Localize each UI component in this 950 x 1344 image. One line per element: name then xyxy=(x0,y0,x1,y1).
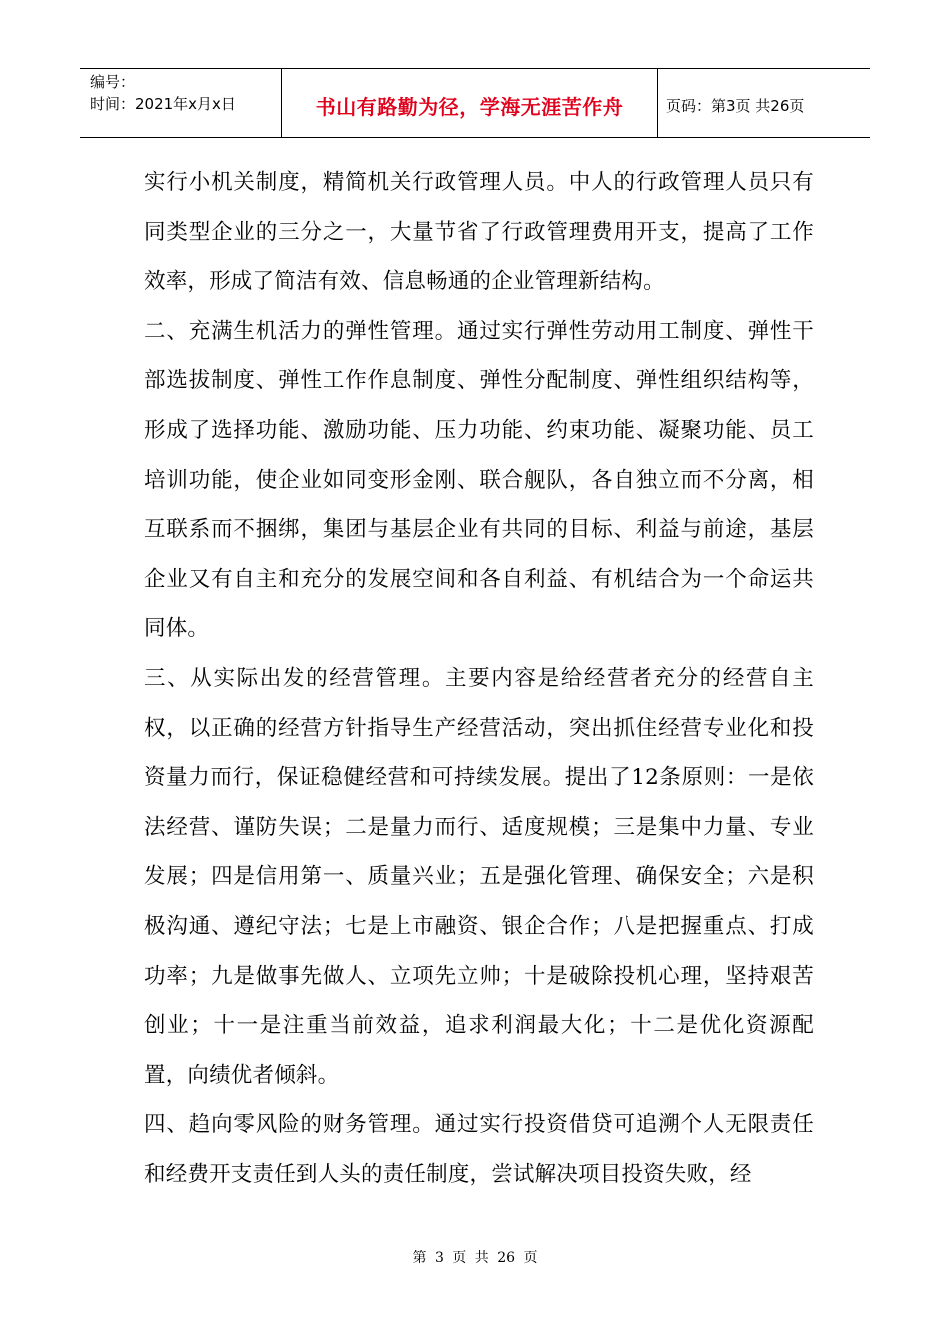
header-meta-cell xyxy=(80,69,282,137)
page-footer: 第 3 页 共 26 页 xyxy=(412,1250,538,1266)
page-header xyxy=(80,68,870,138)
paragraph-4: 四、趋向零风险的财务管理。通过实行投资借贷可追溯个人无限责任和经费开支责任到人头的责任制度，尝试解决项目投资失败，经 xyxy=(144,1112,814,1187)
document-number-label: 编号： xyxy=(90,73,136,91)
paragraph-2: 二、充满生机活力的弹性管理。通过实行弹性劳动用工制度、弹性干部选拔制度、弹性工作作息制度、弹性分配制度、弹性组织结构等，形成了选择功能、激励功能、压力功能、约束功能、凝聚功能、员工培训功能，使企业如同变形金刚、联合舰队，各自独立而不分离，相互联系而不捆绑，集团与基层企业有共同的目标、利益与前途，基层企业又有自主和充分的发展空间和各自利益、有机结合为一个命运共同体。 xyxy=(144,318,814,642)
paragraph-1: 实行小机关制度，精简机关行政管理人员。中人的行政管理人员只有同类型企业的三分之一，大量节省了行政管理费用开支，提高了工作效率，形成了简洁有效、信息畅通的企业管理新结构。 xyxy=(144,170,814,295)
document-date-label: 时间：2021年x月x日 xyxy=(90,95,236,113)
header-motto: 书山有路勤为径，学海无涯苦作舟 xyxy=(282,69,658,137)
document-body xyxy=(144,158,814,1199)
paragraph-3: 三、从实际出发的经营管理。主要内容是给经营者充分的经营自主权，以正确的经营方针指导生产经营活动，突出抓住经营专业化和投资量力而行，保证稳健经营和可持续发展。提出了12条原则：一是依法经营、谨防失误；二是量力而行、适度规模；三是集中力量、专业发展；四是信用第一、质量兴业；五是强化管理、确保安全；六是积极沟通、遵纪守法；七是上市融资、银企合作；八是把握重点、打成功率；九是做事先做人、立项先立帅；十是破除投机心理，坚持艰苦创业；十一是注重当前效益，追求利润最大化；十二是优化资源配置，向绩优者倾斜。 xyxy=(144,665,814,1088)
header-page-number: 页码：第3页 共26页 xyxy=(666,96,805,115)
